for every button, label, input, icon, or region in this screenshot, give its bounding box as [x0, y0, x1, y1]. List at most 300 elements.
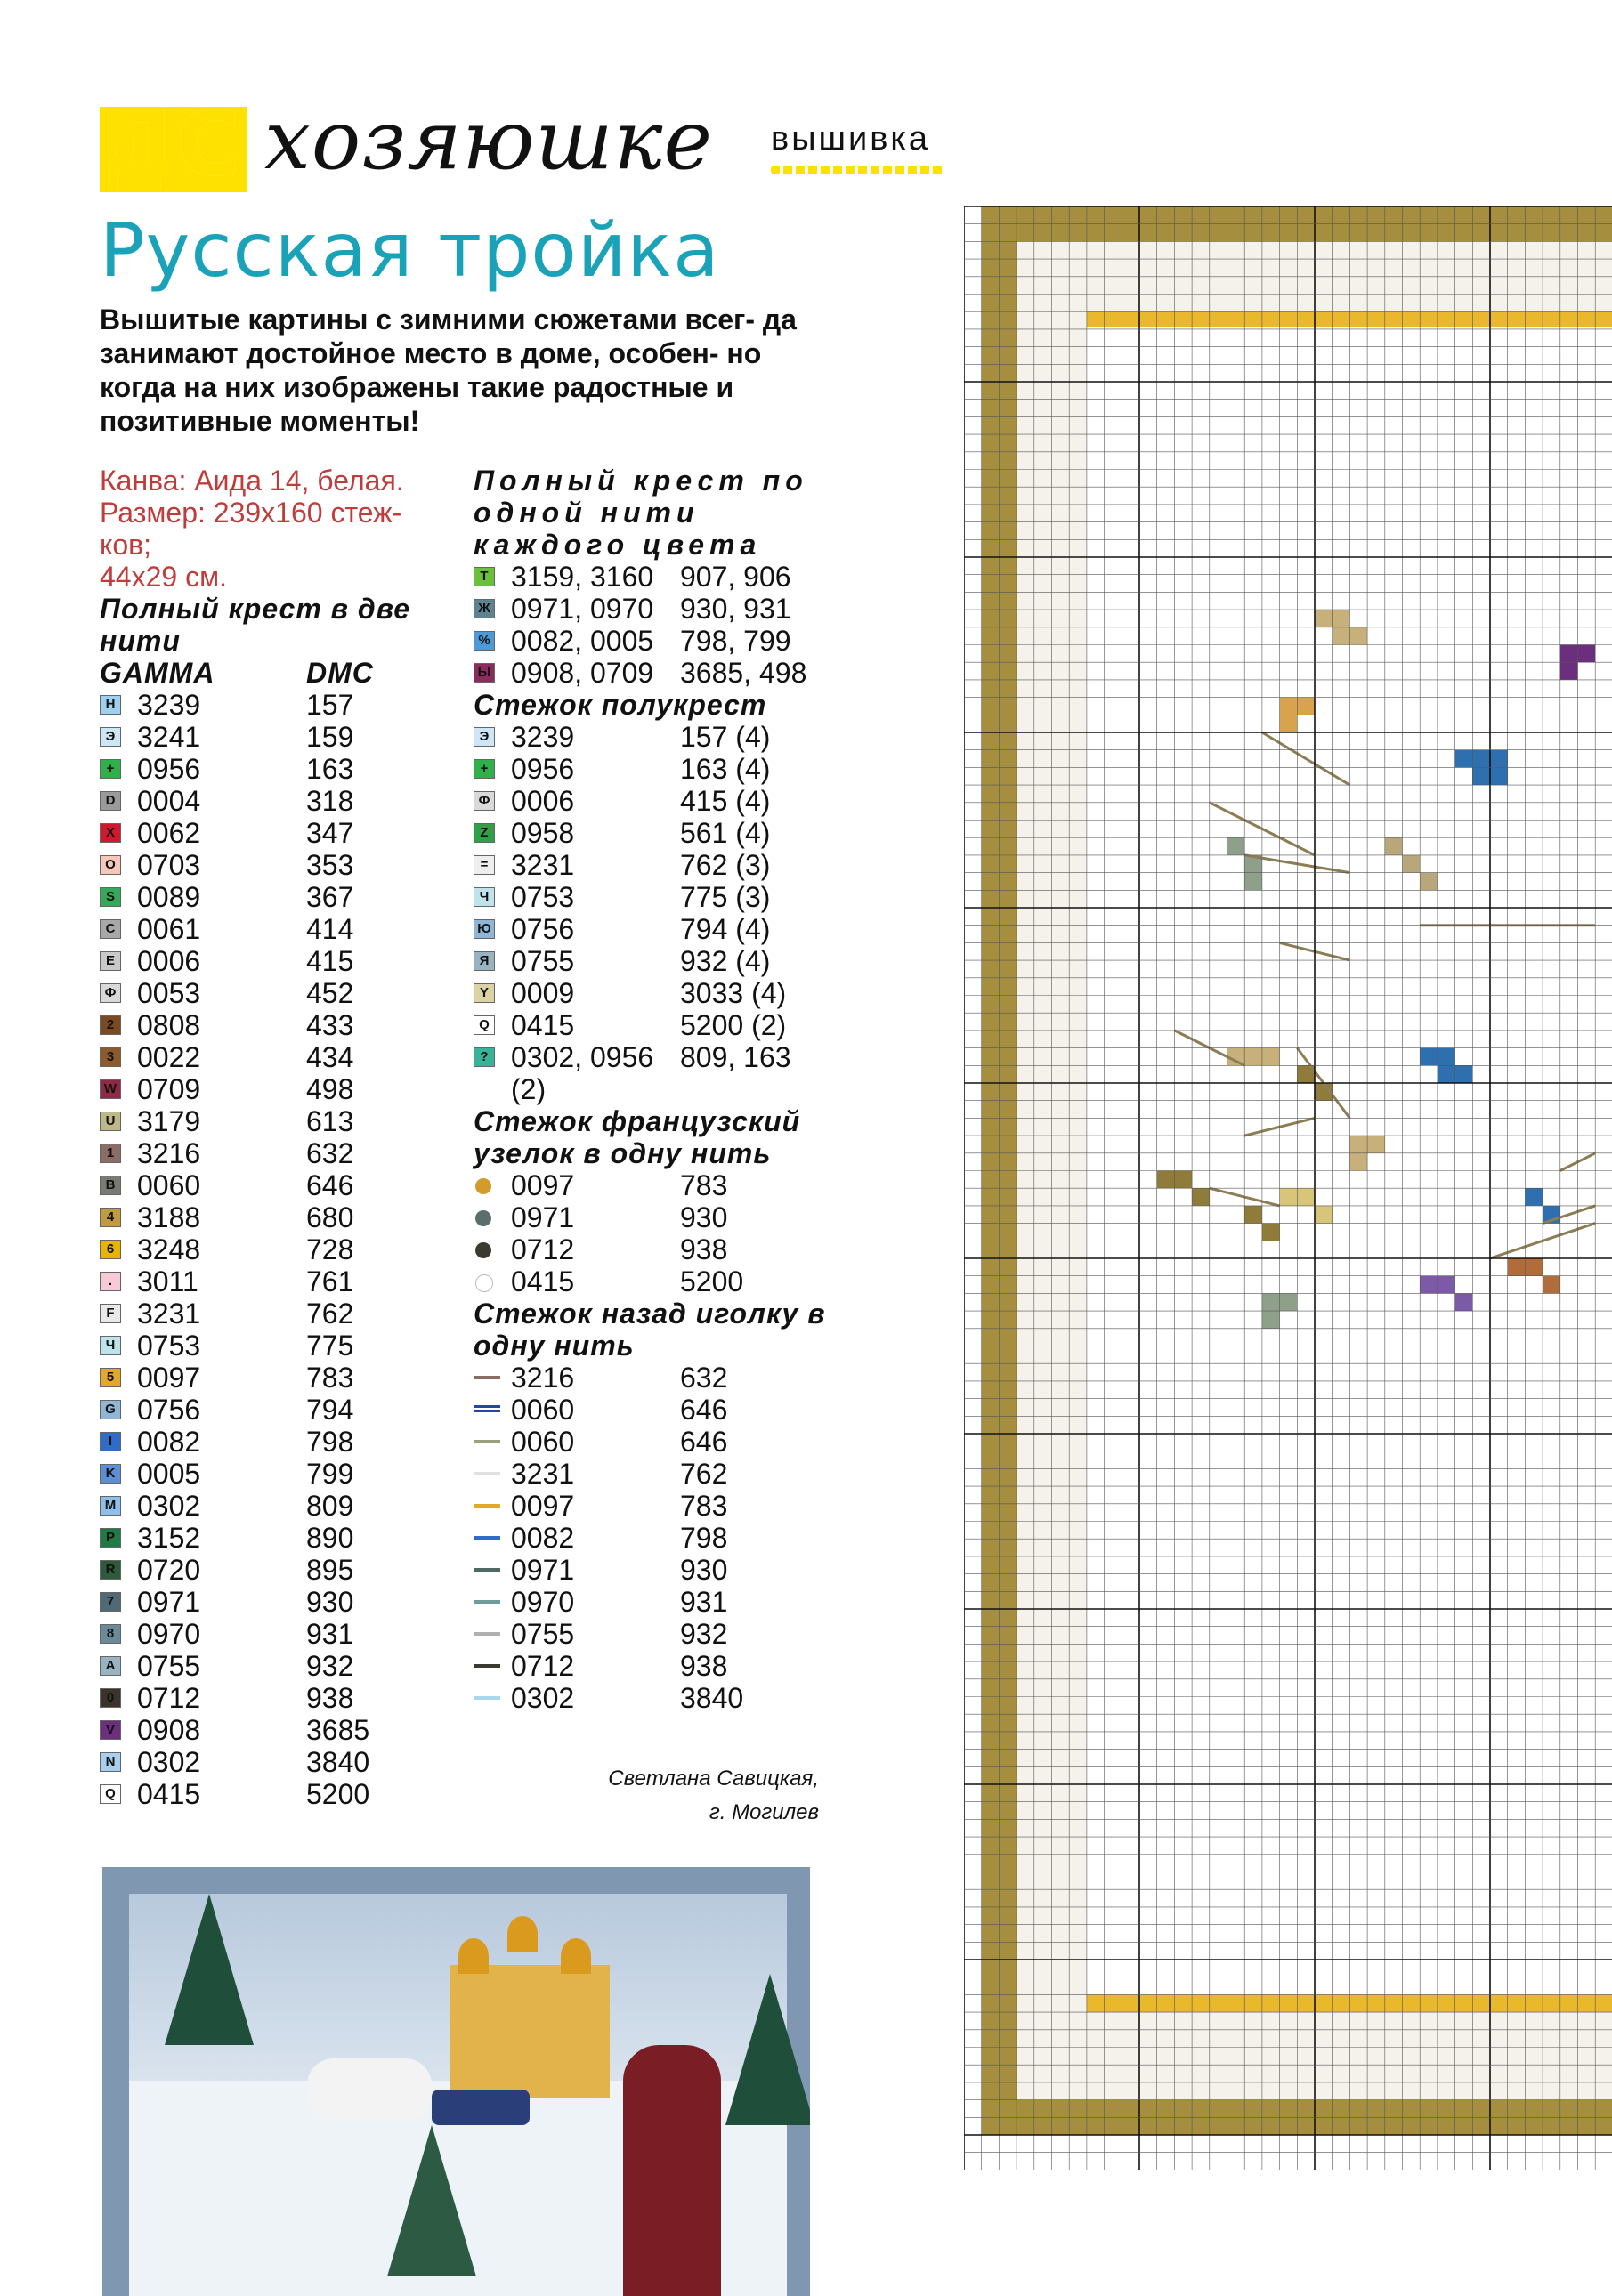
knot-row: [474, 1233, 830, 1265]
backstitch-row: [474, 1554, 830, 1586]
backstitch-line-icon: [474, 1632, 500, 1636]
legend-row: [100, 1137, 456, 1169]
dmc-code: 932: [306, 1650, 354, 1682]
gamma-code: 3188: [137, 1201, 201, 1233]
gamma-code: 0970: [511, 1586, 575, 1618]
legend-row: [100, 1073, 456, 1105]
dmc-code: 415: [306, 945, 354, 977]
dmc-code: 799: [306, 1458, 354, 1490]
backstitch-line-icon: [474, 1440, 500, 1443]
legend-row: [100, 1490, 456, 1522]
gamma-code: 0971: [511, 1554, 575, 1586]
chart-stitch: [1333, 610, 1350, 627]
gamma-code: 0005: [137, 1458, 201, 1490]
color-swatch: T: [474, 567, 495, 586]
gamma-code: 0970: [137, 1618, 201, 1650]
gamma-code: 0958: [511, 817, 575, 849]
magazine-header: [100, 92, 954, 196]
color-swatch: 1: [100, 1144, 121, 1163]
color-swatch: R: [100, 1560, 121, 1580]
legend-row: [474, 753, 830, 785]
legend-row: [100, 945, 456, 977]
color-swatch: 8: [100, 1624, 121, 1644]
gamma-code: 0006: [511, 785, 575, 817]
color-swatch: D: [100, 791, 121, 811]
photo-dome: [507, 1916, 538, 1952]
chart-stitch: [1262, 1224, 1280, 1241]
gamma-code: 0082, 0005: [511, 625, 654, 657]
legend-row: [100, 1650, 456, 1682]
legend-row: [100, 1714, 456, 1746]
chart-stitch: [1244, 1048, 1262, 1066]
dmc-code: 798: [306, 1426, 354, 1458]
chart-stitch: [1578, 645, 1596, 663]
legend-right-column: [474, 465, 830, 1714]
gamma-code: 0712: [511, 1233, 575, 1265]
chart-stitch: [1244, 1206, 1262, 1224]
color-swatch: I: [100, 1432, 121, 1451]
color-swatch: 5: [100, 1368, 121, 1387]
dmc-code: 680: [306, 1201, 354, 1233]
gamma-code: 0415: [511, 1265, 575, 1298]
color-swatch: =: [474, 855, 495, 875]
color-swatch: O: [100, 855, 121, 875]
color-swatch: S: [100, 887, 121, 907]
chart-stitch: [1280, 715, 1298, 732]
knot-dot-icon: [475, 1178, 491, 1194]
legend-row: [474, 977, 830, 1009]
legend-row: [474, 913, 830, 945]
knot-dot-icon: [475, 1274, 493, 1292]
gamma-code: 0009: [511, 977, 575, 1009]
chart-stitch: [1297, 1188, 1315, 1206]
dmc-code: 890: [306, 1522, 354, 1554]
gamma-code: 0753: [137, 1330, 201, 1362]
knot-dot-icon: [475, 1210, 491, 1226]
gamma-code: 3011: [137, 1265, 198, 1298]
gamma-code: 0062: [137, 817, 201, 849]
dmc-code: 3685: [306, 1714, 370, 1746]
legend-row: [100, 1362, 456, 1394]
gamma-code: 0415: [511, 1009, 575, 1041]
dmc-code: 3840: [306, 1746, 370, 1778]
gamma-code: 0956: [137, 753, 201, 785]
backstitch-line-icon: [474, 1536, 500, 1540]
gamma-code: 0061: [137, 913, 201, 945]
color-swatch: Ф: [100, 983, 121, 1003]
color-swatch: Q: [100, 1784, 121, 1804]
dmc-code: 895: [306, 1554, 354, 1586]
gamma-code: 3216: [511, 1362, 575, 1394]
dmc-code: 762: [680, 1458, 728, 1490]
photo-dome: [458, 1938, 489, 1974]
chart-stitch: [1472, 750, 1490, 768]
chart-gold-band-bottom: [1087, 1994, 1612, 2012]
gamma-code: 0060: [511, 1426, 575, 1458]
chart-grid: [964, 205, 1612, 2170]
legend-row: [100, 1330, 456, 1362]
brand-word: хозяюшке: [264, 93, 713, 188]
gamma-code: 0971: [511, 1201, 575, 1233]
gamma-code: 0089: [137, 881, 201, 913]
dmc-code: 632: [680, 1362, 728, 1394]
gamma-code: 0022: [137, 1041, 201, 1073]
color-swatch: 3: [100, 1047, 121, 1067]
cross-stitch-chart: [964, 205, 1612, 2170]
finished-embroidery-photo: [102, 1867, 810, 2296]
color-swatch: E: [100, 951, 121, 971]
gamma-code: 0302: [137, 1746, 201, 1778]
chart-stitch: [1420, 1048, 1438, 1066]
canvas-spec: Канва: Аида 14, белая.: [100, 465, 404, 497]
legend-row: [474, 561, 830, 593]
legend-row: [100, 1618, 456, 1650]
legend-row: [100, 849, 456, 881]
gamma-code: 0060: [137, 1169, 201, 1201]
color-swatch: Ч: [100, 1336, 121, 1355]
chart-stitch: [1280, 1293, 1298, 1311]
color-swatch: Ф: [474, 791, 495, 811]
dmc-code: 907, 906: [680, 561, 791, 593]
dmc-code: 3685, 498: [680, 657, 807, 689]
gamma-code: 0097: [137, 1362, 201, 1394]
gamma-code: 0302, 0956: [511, 1041, 654, 1073]
backstitch-line-icon: [474, 1472, 500, 1475]
legend-row: [100, 1586, 456, 1618]
legend-row: [474, 945, 830, 977]
legend-row: [100, 1682, 456, 1714]
color-swatch: P: [100, 1528, 121, 1548]
dmc-code: 930: [306, 1586, 354, 1618]
article-title: Русская тройка: [100, 206, 720, 294]
legend-row: [100, 1265, 456, 1298]
dmc-code: 783: [680, 1169, 728, 1201]
gamma-code: 3231: [511, 849, 575, 881]
gamma-code: 0082: [511, 1522, 575, 1554]
gamma-code: 0415: [137, 1778, 201, 1810]
gamma-header: GAMMA: [100, 657, 215, 689]
legend-row: [474, 817, 830, 849]
dmc-code: 938: [680, 1650, 728, 1682]
dmc-code: 452: [306, 977, 354, 1009]
legend-row: [474, 1041, 830, 1073]
color-swatch: Э: [474, 727, 495, 747]
chart-stitch: [1560, 662, 1578, 680]
photo-dome: [561, 1938, 591, 1974]
gamma-code: 3248: [137, 1233, 201, 1265]
color-swatch: 2: [100, 1015, 121, 1035]
color-swatch: +: [100, 759, 121, 779]
knot-dot-icon: [475, 1242, 491, 1258]
gamma-code: 0908: [137, 1714, 201, 1746]
dmc-code: 367: [306, 881, 354, 913]
half-cross-list: [474, 721, 830, 1073]
chart-stitch: [1508, 1258, 1526, 1276]
gamma-code: 0753: [511, 881, 575, 913]
dmc-code: 775: [306, 1330, 354, 1362]
color-swatch: Ы: [474, 663, 495, 683]
french-knot-list: [474, 1169, 830, 1298]
dmc-code: 5200: [306, 1778, 370, 1810]
dmc-code: 632: [306, 1137, 354, 1169]
dmc-code: 728: [306, 1233, 354, 1265]
author-city: г. Могилев: [709, 1800, 819, 1824]
french-knot-heading: Стежок французский узелок в одну нить: [474, 1105, 801, 1169]
dmc-code: 794: [306, 1394, 354, 1426]
chart-stitch: [1420, 873, 1438, 891]
chart-stitch: [1455, 750, 1473, 768]
gamma-code: 0060: [511, 1394, 575, 1426]
backstitch-row: [474, 1458, 830, 1490]
author-credit: [498, 1762, 819, 1830]
gamma-code: 0082: [137, 1426, 201, 1458]
chart-stitch: [1472, 767, 1490, 785]
chart-stitch: [1403, 855, 1421, 873]
chart-stitch: [1227, 837, 1245, 855]
legend-row: [100, 1394, 456, 1426]
dmc-code: 932 (4): [680, 945, 771, 977]
dmc-code: 415 (4): [680, 785, 771, 817]
dmc-code: 5200: [680, 1265, 744, 1298]
dmc-code: 938: [306, 1682, 354, 1714]
photo-lady: [623, 2045, 721, 2296]
legend-row: [100, 1105, 456, 1137]
dmc-code: 157: [306, 689, 354, 721]
dmc-code: 762: [306, 1298, 354, 1330]
dmc-header: DMC: [306, 657, 374, 689]
full-cross-two-list: [100, 689, 456, 1810]
chart-stitch: [1560, 645, 1578, 663]
color-swatch: 4: [100, 1208, 121, 1227]
section-underline: [771, 166, 945, 174]
dmc-code: 163 (4): [680, 753, 771, 785]
gamma-code: 0053: [137, 977, 201, 1009]
color-swatch: Q: [474, 1015, 495, 1035]
dmc-code: 353: [306, 849, 354, 881]
section-label: вышивка: [771, 120, 930, 158]
legend-row: [100, 1778, 456, 1810]
gamma-code: 0720: [137, 1554, 201, 1586]
color-swatch: N: [100, 1752, 121, 1772]
article-intro: Вышитые картины с зимними сюжетами всег- да занимают достойное место в доме, особен- но когда на них изображены такие радостные и позитивные моменты!: [100, 303, 797, 437]
chart-stitch: [1367, 1136, 1385, 1153]
chart-stitch: [1297, 698, 1315, 715]
legend-row: [100, 1041, 456, 1073]
gamma-code: 0956: [511, 753, 575, 785]
legend-row: [100, 1426, 456, 1458]
legend-row: [100, 1522, 456, 1554]
chart-backstitch-line: [1262, 732, 1350, 785]
dmc-code: 762 (3): [680, 849, 771, 881]
author-name: Светлана Савицкая,: [608, 1766, 819, 1791]
color-swatch: 6: [100, 1240, 121, 1259]
gamma-code: 0703: [137, 849, 201, 881]
dmc-code: 794 (4): [680, 913, 771, 945]
chart-stitch: [1262, 1311, 1280, 1329]
dmc-code: 434: [306, 1041, 354, 1073]
gamma-code: 3241: [137, 721, 201, 753]
dmc-code: 930: [680, 1554, 728, 1586]
chart-stitch: [1455, 1293, 1473, 1311]
dmc-code: 783: [680, 1490, 728, 1522]
chart-stitch: [1262, 1048, 1280, 1066]
legend-row: [474, 785, 830, 817]
gamma-code: 3231: [511, 1458, 575, 1490]
legend-row: [100, 913, 456, 945]
legend-column-headers: [100, 657, 456, 689]
gamma-code: 3239: [511, 721, 575, 753]
color-swatch: W: [100, 1079, 121, 1099]
legend-row: [100, 1298, 456, 1330]
photo-tree: [725, 1974, 810, 2125]
backstitch-row: [474, 1426, 830, 1458]
dmc-code: 809: [306, 1490, 354, 1522]
chart-stitch: [1349, 1136, 1367, 1153]
gamma-code: 3216: [137, 1137, 201, 1169]
legend-row: [100, 1169, 456, 1201]
backstitch-line-icon: [474, 1568, 500, 1572]
color-swatch: 7: [100, 1592, 121, 1612]
dmc-code: 159: [306, 721, 354, 753]
color-swatch: H: [100, 695, 121, 715]
backstitch-row: [474, 1394, 830, 1426]
dmc-code: 414: [306, 913, 354, 945]
photo-church: [450, 1965, 610, 2098]
backstitch-row: [474, 1682, 830, 1714]
dmc-code: 930: [680, 1201, 728, 1233]
chart-stitch: [1525, 1188, 1543, 1206]
chart-stitch: [1280, 698, 1298, 715]
legend-row: [100, 753, 456, 785]
backstitch-list: [474, 1362, 830, 1714]
chart-stitch: [1244, 873, 1262, 891]
gamma-code: 0004: [137, 785, 201, 817]
chart-stitch: [1490, 750, 1508, 768]
dmc-code: 930, 931: [680, 593, 791, 625]
chart-stitch: [1315, 610, 1333, 627]
dmc-code: 932: [680, 1618, 728, 1650]
dmc-code: 347: [306, 817, 354, 849]
gamma-code: 0712: [137, 1682, 201, 1714]
backstitch-line-icon: [474, 1696, 500, 1700]
legend-row: [100, 1458, 456, 1490]
gamma-code: 0756: [137, 1394, 201, 1426]
color-swatch: 0: [100, 1688, 121, 1708]
dmc-code: 498: [306, 1073, 354, 1105]
legend-row: [100, 817, 456, 849]
dmc-code: 798, 799: [680, 625, 791, 657]
dmc-code: 157 (4): [680, 721, 771, 753]
gamma-code: 0712: [511, 1650, 575, 1682]
brand-ds: ДС: [100, 92, 238, 196]
gamma-code: 0755: [511, 1618, 575, 1650]
dmc-code: 931: [306, 1618, 354, 1650]
chart-stitch: [1333, 627, 1350, 645]
photo-horses: [307, 2058, 432, 2121]
legend-row: [100, 1233, 456, 1265]
chart-stitch: [1525, 1258, 1543, 1276]
gamma-code: 3152: [137, 1522, 201, 1554]
legend-row: [100, 721, 456, 753]
dmc-code: 613: [306, 1105, 354, 1137]
color-swatch: C: [100, 919, 121, 939]
dmc-code: 646: [680, 1426, 728, 1458]
gamma-code: 0097: [511, 1490, 575, 1522]
gamma-code: 0971: [137, 1586, 201, 1618]
chart-stitch: [1420, 1276, 1438, 1294]
backstitch-row: [474, 1586, 830, 1618]
dmc-code: 5200 (2): [680, 1009, 787, 1041]
backstitch-heading: Стежок назад иголку в одну нить: [474, 1298, 826, 1362]
color-swatch: X: [100, 823, 121, 843]
gamma-code: 0302: [137, 1490, 201, 1522]
gamma-code: 0756: [511, 913, 575, 945]
legend-row: [474, 721, 830, 753]
dmc-code: 433: [306, 1009, 354, 1041]
backstitch-row: [474, 1650, 830, 1682]
knot-row: [474, 1265, 830, 1298]
color-swatch: .: [100, 1272, 121, 1291]
chart-stitch: [1438, 1048, 1455, 1066]
color-swatch: B: [100, 1176, 121, 1195]
photo-tree: [387, 2125, 476, 2276]
size-spec: Размер: 239х160 стеж- ков;: [100, 497, 402, 561]
dmc-code: 798: [680, 1522, 728, 1554]
backstitch-line-icon: [474, 1504, 500, 1508]
gamma-code: 0971, 0970: [511, 593, 654, 625]
chart-stitch: [1438, 1065, 1455, 1083]
legend-row: [100, 1746, 456, 1778]
color-swatch: %: [474, 631, 495, 651]
color-swatch: G: [100, 1400, 121, 1419]
legend-row: [100, 1009, 456, 1041]
backstitch-row: [474, 1522, 830, 1554]
dmc-code: 931: [680, 1586, 728, 1618]
chart-stitch: [1349, 627, 1367, 645]
legend-row: [474, 849, 830, 881]
legend-row: [100, 689, 456, 721]
chart-gold-band-top: [1087, 311, 1612, 327]
dmc-code: 318: [306, 785, 354, 817]
dmc-code: 938: [680, 1233, 728, 1265]
half-cross-extra: (2): [511, 1073, 547, 1105]
color-swatch: Ж: [474, 599, 495, 618]
backstitch-line-icon: [474, 1405, 500, 1412]
half-cross-heading: Стежок полукрест: [474, 689, 767, 721]
gamma-code: 3179: [137, 1105, 201, 1137]
gamma-code: 0908, 0709: [511, 657, 654, 689]
dmc-code: 163: [306, 753, 354, 785]
knot-row: [474, 1201, 830, 1233]
legend-row: [474, 881, 830, 913]
chart-stitch: [1174, 1171, 1192, 1189]
chart-stitch: [1349, 1153, 1367, 1171]
legend-row: [100, 785, 456, 817]
legend-row: [100, 1201, 456, 1233]
dmc-code: 775 (3): [680, 881, 771, 913]
color-swatch: Э: [100, 727, 121, 747]
full-cross-one-heading: Полный крест по одной нити каждого цвета: [474, 465, 808, 561]
color-swatch: Ю: [474, 919, 495, 939]
gamma-code: 3159, 3160: [511, 561, 654, 593]
knot-row: [474, 1169, 830, 1201]
backstitch-row: [474, 1490, 830, 1522]
color-swatch: Y: [474, 983, 495, 1003]
color-swatch: Ч: [474, 887, 495, 907]
chart-stitch: [1157, 1171, 1175, 1189]
legend-row: [474, 1009, 830, 1041]
dmc-code: 3033 (4): [680, 977, 787, 1009]
